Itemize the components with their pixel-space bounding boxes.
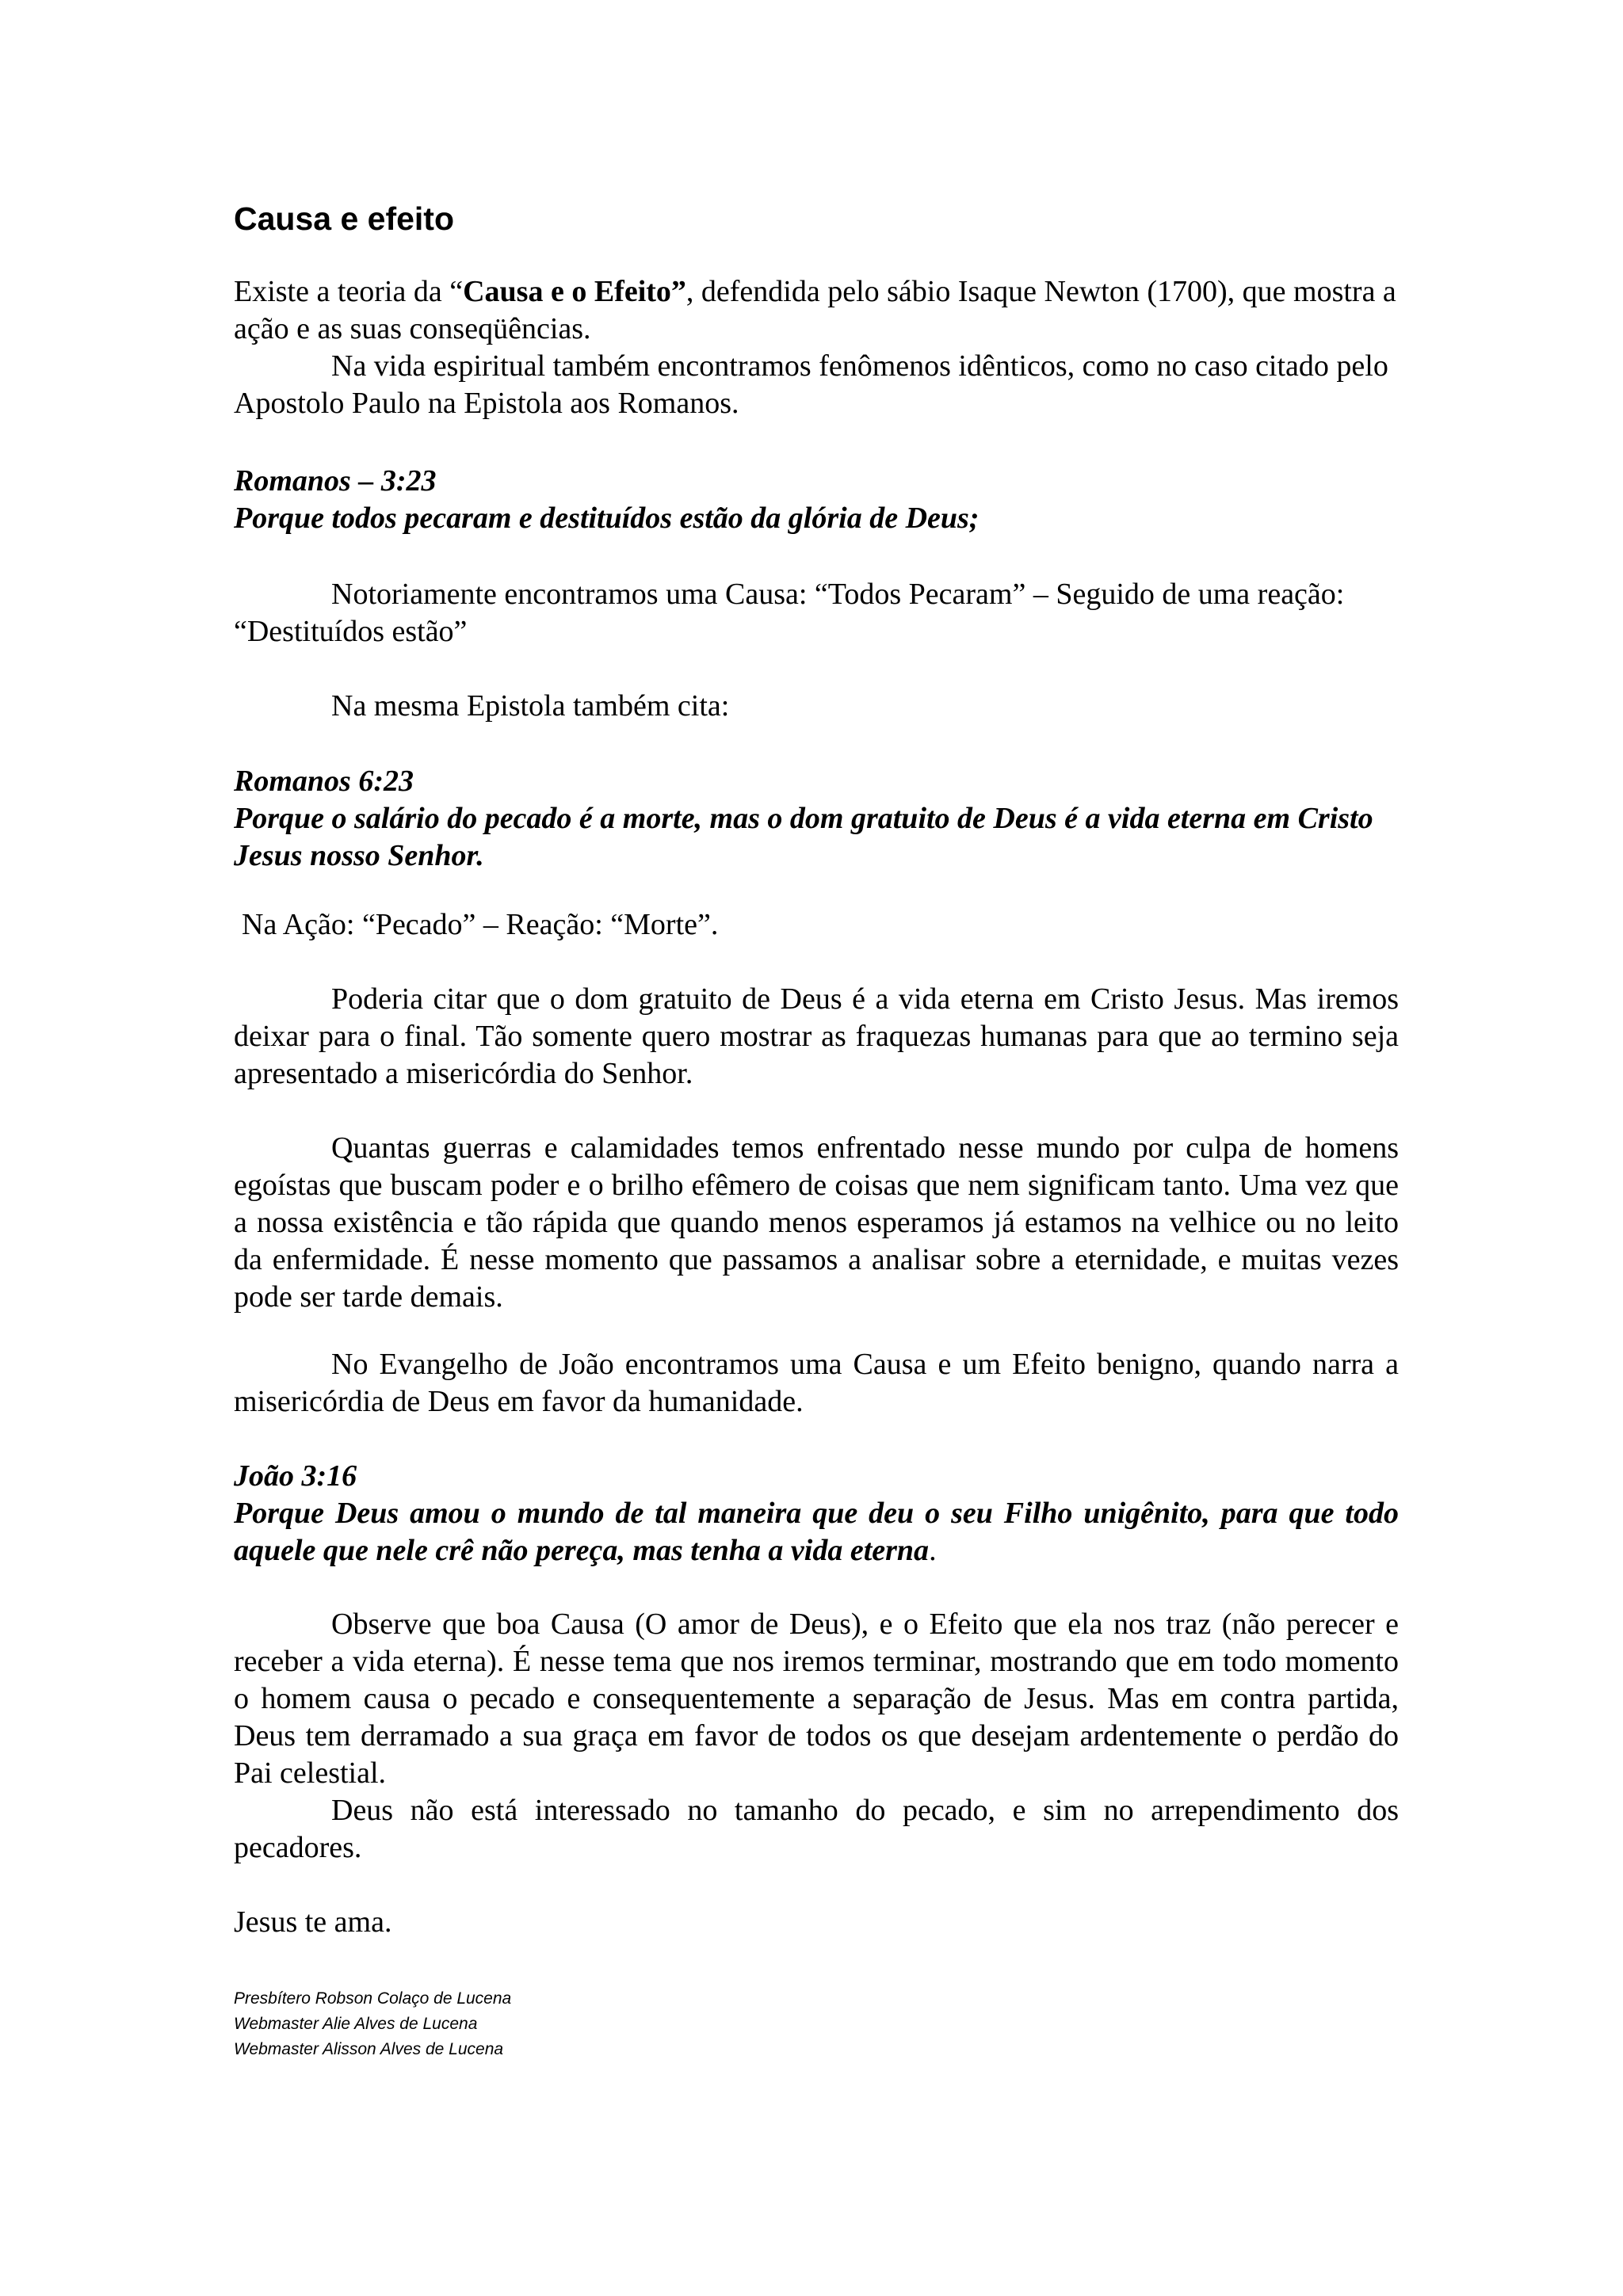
verse-reference-romanos-6-23: Romanos 6:23 [234, 765, 414, 798]
poderia-paragraph: Poderia citar que o dom gratuito de Deus é a vida eterna em Cristo Jesus. Mas iremos deixar para o final. Tão somente quero mostrar as fraquezas humanas para que ao termino seja apresentado a misericórdia do Senhor. [234, 982, 1399, 1090]
observe-paragraph: Observe que boa Causa (O amor de Deus), e o Efeito que ela nos traz (não perecer e receber a vida eterna). É nesse tema que nos iremos terminar, mostrando que em todo momento o homem causa o pecado e consequentemente a separação de Jesus. Mas em contra partida, Deus tem derramado a sua graça em favor de todos os que desejam ardentemente o perdão do Pai celestial. [234, 1608, 1399, 1790]
author-credits [234, 1986, 511, 2062]
deus-nao-esta-paragraph: Deus não está interessado no tamanho do pecado, e sim no arrependimento dos pecadores. [234, 1794, 1399, 1864]
page-title: Causa e efeito [234, 200, 454, 237]
verse-text-romanos-3-23: Porque todos pecaram e destituídos estão da glória de Deus; [234, 502, 980, 535]
verse-text-romanos-6-23: Porque o salário do pecado é a morte, mas o dom gratuito de Deus é a vida eterna em Cristo Jesus nosso Senhor. [234, 802, 1373, 872]
jesus-te-ama-line: Jesus te ama. [234, 1905, 392, 1939]
credit-line: Presbítero Robson Colaço de Lucena [234, 1989, 512, 2008]
intro-bold-term: Causa e o Efeito” [463, 275, 686, 308]
notoriamente-paragraph: Notoriamente encontramos uma Causa: “Todos Pecaram” – Seguido de uma reação: “Destituídos estão” [234, 578, 1345, 648]
quantas-guerras-paragraph: Quantas guerras e calamidades temos enfrentado nesse mundo por culpa de homens egoístas que buscam poder e o brilho efêmero de coisas que nem significam tanto. Uma vez que a nossa existência e tão rápida que quando menos esperamos já estamos na velhice ou no leito da enfermidade. É nesse momento que passamos a analisar sobre a eternidade, e muitas vezes pode ser tarde demais. [234, 1131, 1399, 1314]
intro-text-end: , defendida pelo sábio Isaque Newton (1700), que mostra a ação e as suas conseqüências. [234, 275, 1396, 345]
verse-reference-joao-3-16: João 3:16 [234, 1459, 357, 1493]
credit-line: Webmaster Alisson Alves de Lucena [234, 2040, 504, 2058]
verse-text-joao-3-16-body: Porque Deus amou o mundo de tal maneira que deu o seu Filho unigênito, para que todo aquele que nele crê não pereça, mas tenha a vida eterna [234, 1497, 1399, 1567]
spiritual-paragraph: Na vida espiritual também encontramos fenômenos idênticos, como no caso citado pelo Apostolo Paulo na Epistola aos Romanos. [234, 349, 1388, 420]
evangelho-paragraph: No Evangelho de João encontramos uma Causa e um Efeito benigno, quando narra a misericórdia de Deus em favor da humanidade. [234, 1348, 1399, 1418]
acao-reacao-paragraph: Na Ação: “Pecado” – Reação: “Morte”. [242, 908, 719, 941]
intro-paragraph [234, 273, 1399, 348]
credit-line: Webmaster Alie Alves de Lucena [234, 2015, 478, 2033]
mesma-epistola-paragraph: Na mesma Epistola também cita: [331, 689, 730, 723]
verse-text-joao-3-16 [234, 1495, 1399, 1569]
verse-text-joao-3-16-period: . [929, 1534, 937, 1567]
intro-text-start: Existe a teoria da “ [234, 275, 464, 308]
verse-reference-romanos-3-23: Romanos – 3:23 [234, 464, 437, 498]
